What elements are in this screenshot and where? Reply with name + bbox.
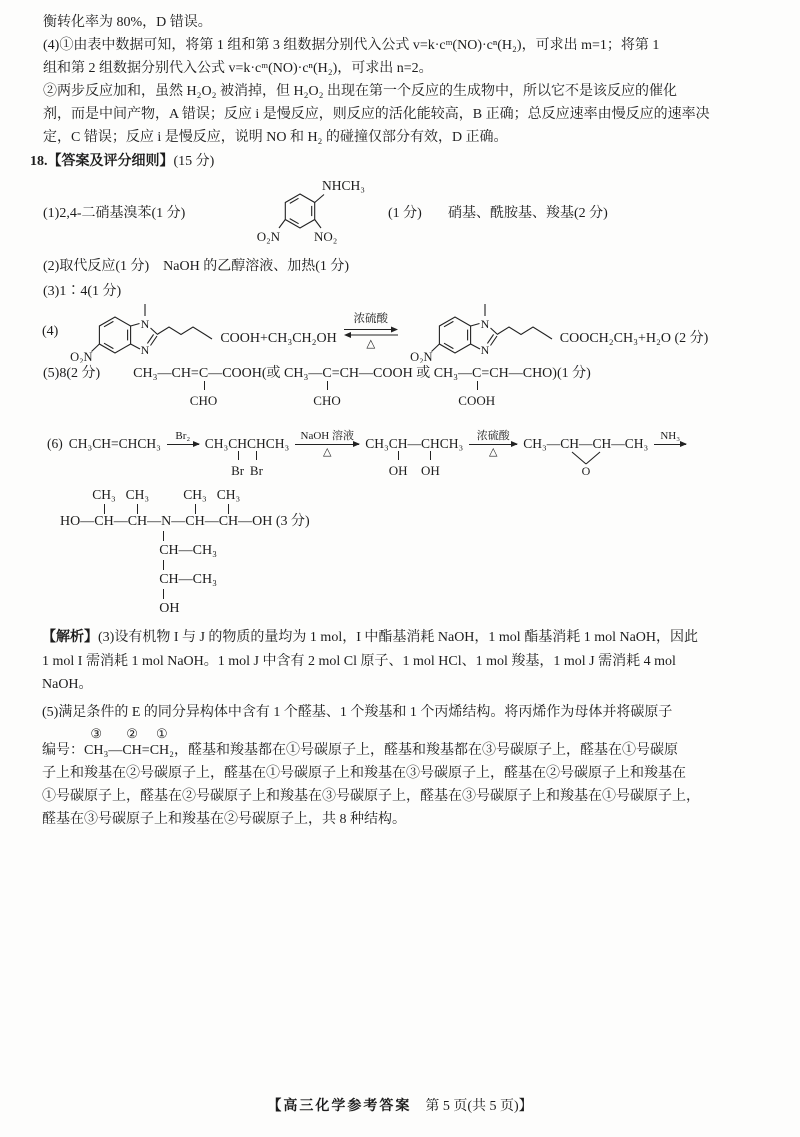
numbered-carbon — [122, 726, 142, 762]
bond-dash: — — [204, 514, 219, 529]
footer-page-number: 第 5 页(共 5 页)】 — [411, 1099, 533, 1114]
condition-top-label: 浓硫酸 — [353, 313, 389, 325]
nitrogen-pivot — [159, 512, 217, 616]
substituent-label: Br — [249, 463, 263, 478]
formula-segment: —OH (3 分) — [238, 514, 310, 529]
intro-line: 衡转化率为 80%，D 错误。 — [43, 15, 212, 30]
bond — [204, 381, 205, 390]
formula-segment: CH₃— — [523, 436, 561, 451]
answer-4-scheme — [42, 296, 708, 368]
molecule: CH₃CH=CHCH₃ — [68, 436, 161, 451]
answer-1-text: (1)2,4-二硝基溴苯(1 分) — [43, 206, 186, 221]
methyl-label: CH₃ — [183, 487, 207, 502]
carbon-pivot — [125, 487, 150, 532]
benzimidazole-structure-right — [405, 301, 557, 363]
formula-segment: CH₃—CH= — [133, 366, 199, 381]
reaction-arrow — [167, 430, 199, 459]
reaction-arrow — [295, 430, 359, 459]
epoxide-core — [560, 434, 612, 476]
reaction-arrow — [654, 430, 686, 459]
analysis-paragraph — [42, 626, 698, 697]
nitrogen-label: N — [480, 343, 490, 357]
atom-label: N — [161, 514, 172, 529]
formula-segment: CH₃ — [439, 436, 464, 451]
bond-dash: — — [171, 514, 186, 529]
carbon-pivot — [216, 487, 241, 532]
bond — [195, 504, 196, 514]
reagent-label: NaOH 溶液 — [300, 429, 354, 442]
methyl-label: CH₃ — [125, 487, 150, 502]
numbered-carbon — [149, 726, 175, 762]
atom-label: CH₂ — [149, 743, 175, 758]
answer-6-product-structure — [60, 480, 310, 616]
reaction-arrow — [469, 430, 517, 459]
functional-groups-text: 硝基、酰胺基、羧基(2 分) — [448, 206, 608, 221]
nitro-group-label: O₂N — [256, 229, 280, 244]
nitro-group-label: O₂N — [409, 350, 433, 363]
condition-bottom-label: △ — [366, 338, 376, 350]
n-substituent-chain — [159, 531, 217, 618]
intro-line: (4)①由表中数据可知，将第 1 组和第 3 组数据分别代入公式 v=k·cᵐ(NO)·cⁿ(H₂)，可求出 m=1；将第 1 — [43, 38, 660, 53]
bond — [430, 451, 431, 460]
bond-dash: — — [147, 514, 162, 529]
condition-label: △ — [489, 445, 498, 458]
hydroxyl-label: OH — [159, 601, 180, 616]
substituent-label: OH — [420, 463, 440, 478]
oxygen-label: O — [581, 464, 591, 476]
formula-segment: =CH—CHO)(1 分) — [481, 366, 591, 381]
atom-label: CH — [185, 514, 205, 529]
reagent-label: 浓硫酸 — [476, 429, 510, 442]
atom-label: CH — [388, 436, 408, 451]
carbon-pivot — [313, 364, 341, 408]
reactants-text: COOH+CH₃CH₂OH — [220, 331, 337, 346]
atom-label: CH — [218, 514, 239, 529]
bond — [238, 451, 239, 460]
bond — [163, 589, 164, 599]
equilibrium-arrow-icon — [344, 326, 398, 338]
carbon-pivot — [247, 434, 266, 478]
products-text: COOCH₂CH₃+H₂O (2 分) — [559, 331, 709, 346]
bond — [327, 381, 328, 390]
nitro-group-label: NO₂ — [314, 229, 338, 244]
circled-number: ② — [126, 726, 138, 741]
bond-dash: — — [108, 743, 123, 758]
bond-dash: = — [141, 743, 150, 758]
methyl-label: CH₃ — [216, 487, 241, 502]
arrow-shaft — [654, 444, 686, 445]
paragraph-line: NaOH。 — [42, 677, 93, 692]
question-18-header — [30, 152, 214, 172]
section-header: 【答案及评分细则】 — [47, 154, 174, 169]
substituent-label: Br — [231, 463, 245, 478]
formula-segment: CH₃ — [365, 436, 389, 451]
dinitroaniline-structure — [240, 166, 390, 250]
amine-group-label: NHCH₃ — [322, 178, 365, 193]
formula-segment: HO— — [60, 514, 95, 529]
atom-label: C — [472, 366, 482, 381]
nitro-group-label: O₂N — [70, 350, 93, 363]
answer-4-label: (4) — [42, 324, 59, 339]
answer-6-scheme — [47, 414, 686, 478]
formula-segment: —CH₃ — [611, 436, 649, 451]
carbon-pivot — [183, 487, 207, 532]
carbon-pivot — [458, 364, 496, 408]
carbon-pivot — [228, 434, 248, 478]
paragraph-line: (5)满足条件的 E 的同分异构体中含有 1 个醛基、1 个羧基和 1 个丙烯结构。将丙烯作为母体并将碳原子 — [42, 705, 673, 720]
part5-paragraph — [42, 701, 700, 831]
chain-segment: CH—CH₃ — [159, 543, 217, 558]
bond-dash: — — [407, 436, 421, 451]
intro-line: 定，C 错误；反应 i 是慢反应，说明 NO 和 H₂ 的碰撞仅部分有效，D 正确。 — [43, 130, 508, 145]
intro-line: ②两步反应加和，虽然 H₂O₂ 被消掉，但 H₂O₂ 出现在第一个反应的生成物中，所以它不是该反应的催化 — [43, 84, 677, 99]
page-footer — [0, 1097, 800, 1117]
score-label: (15 分) — [173, 154, 215, 169]
molecule — [365, 434, 464, 478]
atom-label: C — [198, 366, 209, 381]
footer-title: 【高三化学参考答案 — [267, 1099, 412, 1114]
bond — [256, 451, 257, 460]
formula-segment: CH₃ — [204, 436, 229, 451]
substituent-label: CHO — [313, 393, 341, 408]
intro-line: 剂，而是中间产物，A 错误；反应 i 是慢反应，则反应的活化能较高，B 正确；总反应速率由慢反应的速率决 — [43, 107, 710, 122]
bond — [137, 504, 138, 514]
bond — [398, 451, 399, 460]
atom-label: CH — [228, 436, 248, 451]
methyl-label: CH₃ — [92, 487, 116, 502]
carbon-pivot — [388, 434, 408, 478]
paragraph-text: ，醛基和羧基都在①号碳原子上，醛基和羧基都在③号碳原子上，醛基在①号碳原 — [174, 743, 679, 758]
formula-segment: CH—CH — [560, 436, 612, 451]
arrow-shaft — [469, 444, 517, 445]
substituent-label: OH — [388, 463, 408, 478]
equilibrium-arrow — [344, 313, 398, 351]
answer-5-row — [43, 364, 591, 408]
analysis-tag: 【解析】 — [42, 630, 98, 645]
atom-label: CH — [247, 436, 266, 451]
molecule — [204, 434, 290, 478]
bond — [477, 381, 478, 390]
atom-label: CH₃ — [84, 743, 109, 758]
paragraph-text: (3)设有机物 I 与 J 的物质的量均为 1 mol，I 中酯基消耗 NaOH，1 mol 酯基消耗 1 mol NaOH，因此 — [98, 630, 699, 645]
paragraph-line: 1 mol I 需消耗 1 mol NaOH。1 mol J 中含有 2 mol Cl 原子、1 mol HCl、1 mol 羧基，1 mol J 需消耗 4 mol — [42, 653, 676, 669]
answer-2-text: (2)取代反应(1 分) NaOH 的乙醇溶液、加热(1 分) — [43, 259, 350, 274]
circled-number: ① — [156, 726, 168, 741]
nitrogen-label: N — [140, 343, 150, 357]
numbered-carbon — [84, 726, 109, 762]
carbon-pivot — [92, 487, 116, 532]
paragraph-line: ①号碳原子上，醛基在②号碳原子上和羧基在③号碳原子上，醛基在③号碳原子上和羧基在①号碳原子上， — [42, 789, 700, 804]
circled-number: ③ — [90, 726, 102, 741]
answer-6-label: (6) — [47, 436, 63, 451]
atom-label: C — [322, 366, 332, 381]
formula-segment: —COOH(或 CH₃— — [208, 366, 323, 381]
molecule-epoxide — [523, 434, 649, 476]
answer-5-label: (5)8(2 分) — [43, 366, 101, 381]
paragraph-text: 编号： — [42, 743, 84, 758]
nitrogen-label: N — [140, 317, 150, 331]
arrow-shaft — [295, 444, 359, 445]
substituent-label: COOH — [458, 393, 496, 408]
atom-label: CH — [127, 514, 148, 529]
atom-label: CH — [122, 743, 142, 758]
condition-label: △ — [323, 445, 332, 458]
nitrogen-label: N — [480, 317, 490, 331]
bond — [163, 560, 164, 570]
intro-line: 组和第 2 组数据分别代入公式 v=k·cᵐ(NO)·cⁿ(H₂)，可求出 n=2。 — [43, 61, 433, 76]
bond — [228, 504, 229, 514]
substituent-label: CHO — [189, 393, 218, 408]
carbon-pivot — [420, 434, 440, 478]
bond — [104, 504, 105, 514]
benzimidazole-structure-left — [65, 301, 217, 363]
chain-segment: CH—CH₃ — [159, 572, 217, 587]
bond-dash: — — [113, 514, 128, 529]
epoxide-bonds — [564, 450, 608, 476]
formula-segment: CH₃ — [265, 436, 290, 451]
score-label: (1 分) — [388, 206, 422, 221]
question-number: 18. — [30, 154, 48, 169]
reagent-label: NH₃ — [660, 429, 681, 442]
formula-segment: =CH—COOH 或 CH₃— — [331, 366, 473, 381]
bond — [163, 531, 164, 541]
atom-label: CH — [421, 436, 440, 451]
arrow-shaft — [167, 444, 199, 445]
paragraph-line: 子上和羧基在②号碳原子上，醛基在①号碳原子上和羧基在③号碳原子上，醛基在②号碳原子上和羧基在 — [42, 766, 686, 781]
answer-3-text: (3)1∶4(1 分) — [43, 284, 122, 299]
carbon-pivot — [189, 364, 218, 408]
paragraph-line: 醛基在③号碳原子上和羧基在②号碳原子上，共 8 种结构。 — [42, 812, 406, 827]
paragraph-line — [42, 626, 698, 650]
paragraph-line-with-structure — [42, 726, 700, 762]
atom-label: CH — [94, 514, 114, 529]
reagent-label: Br₂ — [175, 429, 191, 442]
